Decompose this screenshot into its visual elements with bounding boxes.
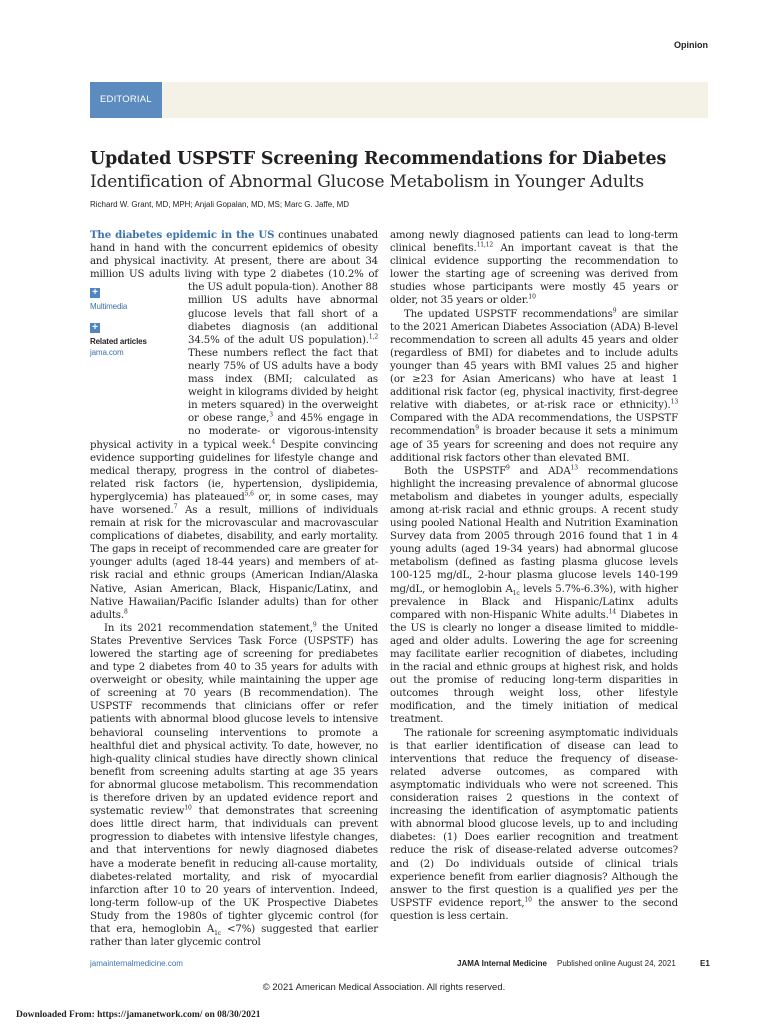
related-plus-icon[interactable]: + [90, 323, 100, 333]
section-label: Opinion [674, 40, 708, 50]
related-articles-label: Related articles [90, 337, 147, 347]
download-stamp: Downloaded From: https://jamanetwork.com/ on 08/30/2021 [16, 1010, 261, 1020]
editorial-banner [90, 82, 708, 118]
body-paragraph: The rationale for screening asymptomatic individuals is that earlier identification of disease can lead to interventions that reduce the frequency of disease-related adverse outcomes, as compared with asymptomatic individuals who were not screened. This consideration raises 2 questions in the context of increasing the identification of asymptomatic patients with abnormal blood glucose levels, up to and including diabetes: (1) Does earlier recognition and treatment reduce the risk of disease-related adverse outcomes? and (2) Do individuals outside of clinical trials experience benefit from earlier diagnosis? Although the answer to the first question is a qualified yes per the USPSTF evidence report,$^{10}$ the answer to the second question is less certain. [390, 727, 678, 922]
body-paragraph: In its 2021 recommendation statement,$^9$ the United States Preventive Services Task Force (USPSTF) has lowered the starting age of screening for prediabetes and type 2 diabetes from 40 to 35 years for adults with overweight or obesity, while maintaining the upper age of screening at 70 years (B recommendation). The USPSTF recommends that clinicians offer or refer patients with abnormal blood glucose levels to intensive behavioral counseling interventions to promote a healthful diet and physical activity. To date, however, no high-quality clinical studies have directly shown clinical benefit from screening adults starting at age 35 years for abnormal glucose metabolism. This recommendation is therefore driven by an updated evidence report and systematic review$^{10}$ that demonstrates that screening does little direct harm, that individuals can prevent progression to diabetes with intensive lifestyle changes, and that interventions for newly diagnosed diabetes have a moderate benefit in reducing all-cause mortality, diabetes-related mortality, and risk of myocardial infarction after 10 to 20 years of intervention. Indeed, long-term follow-up of the UK Prospective Diabetes Study from the 1980s of tighter glycemic control (for that era, hemoglobin $A_{1c} <7\%$) suggested that earlier rather than later glycemic control [90, 621, 379, 949]
body-paragraph: The diabetes epidemic in the US continues unabated hand in hand with the concurrent epidemics of obesity and physical inactivity. At present, there are about 34 million US adults living with type 2 diabetes (10.2% of the US adult popula- + Multimedia + Related articles jama.com tion). Another 88 million US adults have abnormal glucose levels that fall short of a diabetes diagnosis (an additional 34.5% of the adult US population).$^{1,2}$ These numbers reflect the fact that nearly 75% of US adults have a body mass index (BMI; calculated as weight in kilograms divided by height in meters squared) in the overweight or obese range,$^3$ and 45% engage in no moderate- or vigorous-intensity physical activity in a typical week.$^4$ Despite convincing evidence supporting guidelines for lifestyle change and medical therapy, progress in the control of diabetes-related risk factors (ie, hypertension, dyslipidemia, hyperglycemia) has plateaued$^{5,6}$ or, in some cases, may have worsened.$^7$ As a result, millions of individuals remain at risk for the microvascular and macrovascular complications of diabetes, disability, and early mortality. The gaps in receipt of recommended care are greater for younger adults (aged 18-44 years) and members of at-risk racial and ethnic groups (American Indian/Alaska Native, Asian American, Black, Hispanic/Latinx, and Native Hawaiian/Pacific Islander adults) than for other adults.$^8$ [90, 229, 379, 621]
article-body-left-column [90, 229, 378, 949]
body-paragraph: among newly diagnosed patients can lead to long-term clinical benefits.$^{11,12}$ An important caveat is that the clinical evidence supporting the recommendation to lower the starting age of screening was derived from studies whose participants were mostly 45 years or older, not 35 years or older.$^{10}$ [390, 230, 678, 307]
article-subtitle: Identification of Abnormal Glucose Metabolism in Younger Adults [90, 172, 644, 192]
journal-name: JAMA Internal Medicine [457, 959, 547, 968]
related-articles-link[interactable]: jama.com [90, 348, 124, 358]
multimedia-link[interactable]: Multimedia [90, 302, 128, 312]
article-title: Updated USPSTF Screening Recommendations for Diabetes [90, 149, 667, 169]
journal-url-link[interactable]: jamainternalmedicine.com [90, 959, 183, 968]
copyright-notice: © 2021 American Medical Association. All rights reserved. [262, 982, 506, 993]
article-body-right-column [390, 229, 678, 923]
article-type-tag: EDITORIAL [90, 82, 162, 118]
publication-date: Published online August 24, 2021 [557, 959, 676, 968]
author-list[interactable]: Richard W. Grant, MD, MPH; Anjali Gopalan, MD, MS; Marc G. Jaffe, MD [90, 200, 350, 209]
body-paragraph: Both the USPSTF$^9$ and ADA$^{13}$ recommendations highlight the increasing prevalence of abnormal glucose metabolism and diabetes in younger adults, especially among at-risk racial and ethnic groups. A recent study using pooled National Health and Nutrition Examination Survey data from 2005 through 2016 found that 1 in 4 young adults (aged 19-34 years) had abnormal glucose metabolism (defined as fasting plasma glucose levels 100-125 mg/dL, 2-hour plasma glucose levels 140-199 mg/dL, or hemoglobin $A_{1c}$ levels 5.7%-6.3%), with higher prevalence in Black and Hispanic/Latinx adults compared with non-Hispanic White adults.$^{14}$ Diabetes in the US is clearly no longer a disease limited to middle-aged and older adults. Lowering the age for screening may facilitate earlier recognition of diabetes, including in the racial and ethnic groups at highest risk, and holds out the promise of reducing long-term disparities in outcomes through weight loss, other lifestyle modification, and the timely initiation of medical treatment. [390, 464, 679, 726]
multimedia-plus-icon[interactable]: + [90, 288, 100, 298]
lead-in-text: The diabetes epidemic in the US [90, 229, 275, 241]
article-sidebar [90, 281, 182, 429]
body-paragraph: The updated USPSTF recommendations$^9$ are similar to the 2021 American Diabetes Association (ADA) B-level recommendation to screen all adults 45 years and older (regardless of BMI) for diabetes and to include adults younger than 45 years with BMI values 25 and higher (or ≥23 for Asian Americans) who have at least 1 additional risk factor (eg, physical inactivity, first-degree relative with diabetes, or at-risk race or ethnicity).$^{13}$ Compared with the ADA recommendations, the USPSTF recommendation$^9$ is broader because it sets a minimum age of 35 years for screening and does not require any additional risk factors other than elevated BMI. [390, 307, 678, 464]
page-number: E1 [700, 959, 710, 968]
